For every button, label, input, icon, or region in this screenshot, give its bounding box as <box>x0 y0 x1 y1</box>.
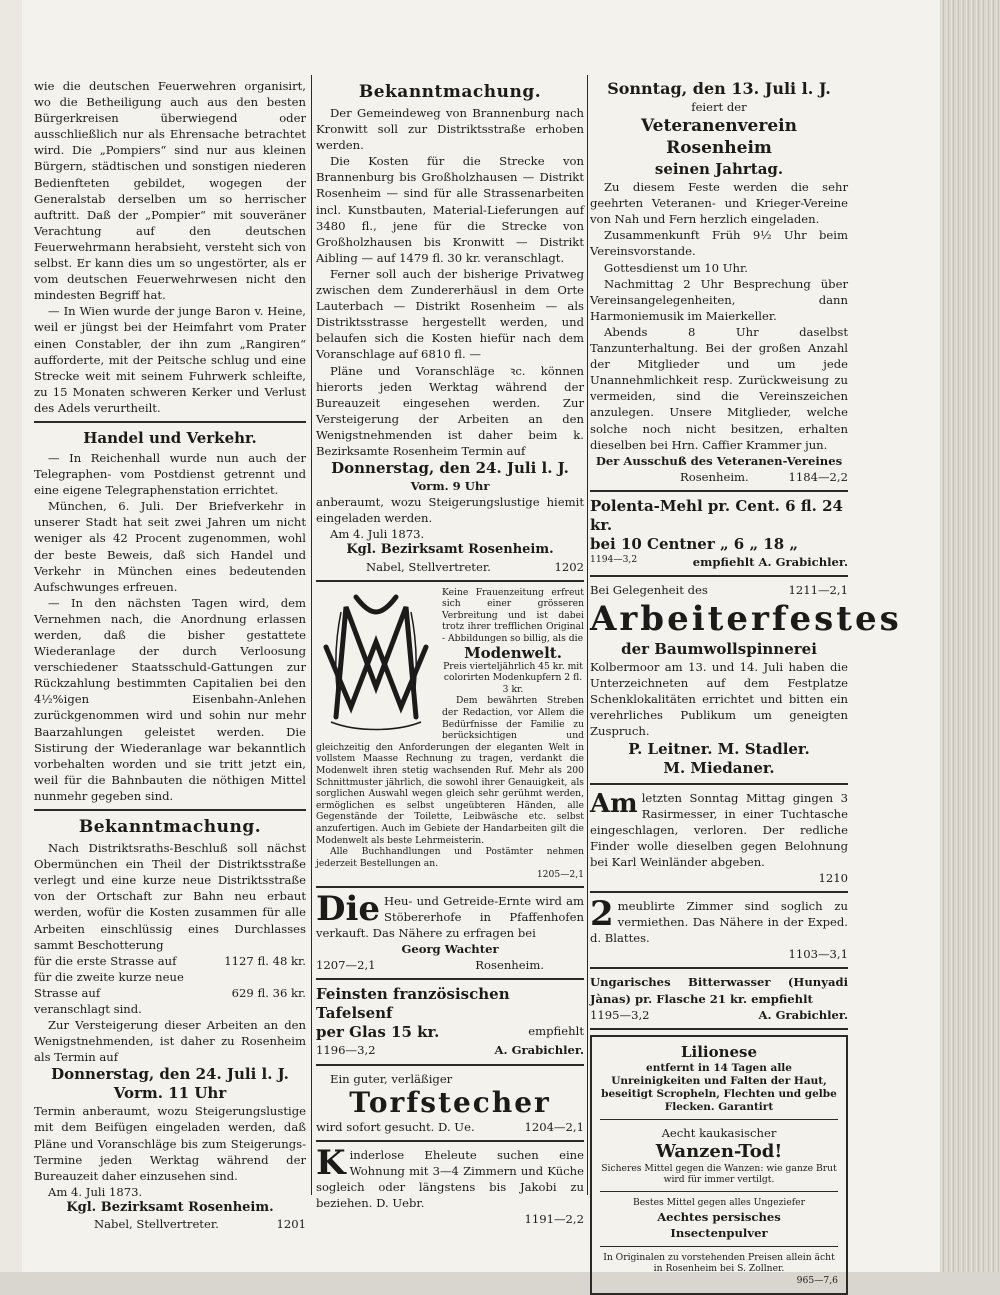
heu-place: Rosenheim. <box>475 958 544 973</box>
insect-title-1: Aechtes persisches <box>657 1209 781 1224</box>
wien-paragraph: — In Wien wurde der junge Baron v. Heine, weil er jüngst bei der Heimfahrt vom Prater einen Constabler, der ihn zum „Rangiren“ aufforderte, mit der Peitsche schlug und eine Strecke weit mit seinem Fuhrwerk schleifte, zu 15 Monaten schweren Kerker und Verlust des Adels verurtheilt. <box>34 304 306 415</box>
bitterwasser-merchant: A. Grabichler. <box>758 1007 848 1022</box>
ad-number: 1207—2,1 <box>316 958 376 973</box>
divider <box>316 886 584 888</box>
arbeiterfest-names-2: M. Miedaner. <box>663 758 775 777</box>
heu-name: Georg Wachter <box>401 942 499 957</box>
office-line: Kgl. Bezirksamt Rosenheim. <box>66 1199 274 1215</box>
polenta-footer <box>590 554 848 570</box>
signature: Nabel, Stellvertreter. <box>366 559 491 574</box>
wanzen-title: Wanzen-Tod! <box>655 1140 783 1162</box>
bekanntmachung-text: Nach Distriktsraths-Beschluß soll nächst Obermünchen ein Theil der Distriktsstraße verlegt und eine kurze neue Distriktsstraße von der Ortschaft zur Bahn neu erbaut werden, wofür die Kosten zusammen für alle Arbeiten einschlüssig eines Durchlasses sammt Beschotterung <box>34 841 306 952</box>
arbeiterfest-ad <box>590 582 902 778</box>
ad-number: 1211—2,1 <box>788 582 848 597</box>
modenwelt-price: Preis vierteljährlich 45 kr. mit colorirten Modenkupfern 2 fl. 3 kr. <box>443 660 583 695</box>
senf-price-row <box>316 1023 584 1042</box>
ausschuss-place: Rosenheim. <box>680 469 749 484</box>
cost-end: veranschlagt sind. <box>34 1001 142 1016</box>
wanzen-intro: Aecht kaukasischer <box>661 1125 777 1140</box>
office-line: Kgl. Bezirksamt Rosenheim. <box>346 542 554 558</box>
divider <box>316 1140 584 1142</box>
senf-title: Feinsten französischen Tafelsenf <box>316 985 510 1023</box>
column-rule-1 <box>311 75 312 1195</box>
divider <box>590 490 848 492</box>
abends-text: Abends 8 Uhr daselbst Tanzunterhaltung. Bei der großen Anzahl der Mitglieder und um jede Unannehmlichkeit resp. Zurückweisung zu vermeiden, sind die Vereinszeichen anzulegen. Unsere Mitglieder, welche solche noch nicht besitzen, erhalten dieselben bei Hrn. Caffier Krammer jun. <box>590 324 848 452</box>
cost-label: für die zweite kurze neue Strasse auf <box>34 969 184 1000</box>
modenwelt-intro: Keine Frauenzeitung erfreut sich einer grösseren Verbreitung und ist dabei trotz ihrer trefflichen Original - Abbildungen so billig, als die <box>442 586 584 644</box>
polenta-ad <box>590 497 848 570</box>
wohnung-text: inderlose Eheleute suchen eine Wohnung mit 3—4 Zimmern und Küche sogleich oder längstens bis Jakobi zu beziehen. D. Uebr. <box>316 1147 584 1210</box>
bitterwasser-ad <box>590 974 848 1022</box>
divider <box>590 783 848 785</box>
torf-title: Torfstecher <box>349 1085 551 1119</box>
cost-row-1 <box>34 953 306 969</box>
column-1 <box>34 78 306 1232</box>
bekanntmachung-heading: Bekanntmachung. <box>78 817 262 838</box>
divider <box>34 809 306 811</box>
ad-number: 1204—2,1 <box>524 1119 584 1134</box>
modenwelt-ad <box>316 587 584 881</box>
divider <box>590 1028 848 1030</box>
gottesdienst-text: Gottesdienst um 10 Uhr. <box>604 260 748 275</box>
insect-title-2: Insectenpulver <box>670 1225 768 1240</box>
column-rule-2 <box>587 75 588 1195</box>
modenwelt-body: Dem bewährten Streben der Redaction, vor Allem die Bedürfnisse der Familie zu berücksichtigen und gleichzeitig den Anforderungen der eleganten Welt in vollstem Maasse Rechnung zu tragen, verdankt die Modenwelt ihren stetig wachsenden Ruf. Mehr als 200 Schnittmuster jährlich, die sowohl ihrer Genauigkeit, als sorglichen Auswahl wegen gleich sehr gerühmt werden, ermöglichen es selbst ungeübteren Händen, alle Gegenstände der Toilette, Leibwäsche etc. selbst anzufertigen. Auch im Gebiete der Handarbeiten gilt die Modenwelt als beste Lehrmeisterin. <box>316 695 584 846</box>
senf-ad <box>316 985 584 1058</box>
heu-drop-word: Die <box>316 888 381 929</box>
rasirmesser-ad <box>590 790 848 887</box>
arbeiterfest-names: P. Leitner. M. Stadler. <box>628 739 810 758</box>
heu-footer <box>316 957 584 973</box>
heu-text: Heu- und Getreide-Ernte wird am Stöbererhofe in Pfaffenhofen verkauft. Das Nähere zu erfragen bei <box>316 893 584 941</box>
divider <box>590 967 848 969</box>
polenta-price-2: bei 10 Centner „ 6 „ 18 „ <box>590 534 799 553</box>
rasirmesser-drop-word: Am <box>590 788 638 819</box>
ad-number: 1103—3,1 <box>788 947 848 962</box>
modenwelt-title: Modenwelt. <box>464 643 562 662</box>
ad-number: 1191—2,2 <box>524 1212 584 1227</box>
fest-text: Zu diesem Feste werden die sehr geehrten Veteranen- und Krieger-Vereine von Nah und Fern herzlich eingeladen. <box>590 180 848 227</box>
left-page-edge <box>0 0 24 1272</box>
lauterbach-text: Ferner soll auch der bisherige Privatweg zwischen dem Zundererhäusl in dem Orte Lauterbach — Distrikt Rosenheim — als Distriktsstrasse hergestellt werden, und belaufen sich die Kosten hiefür nach dem Voranschlage auf 6810 fl. — <box>316 266 584 362</box>
kosten-text: Die Kosten für die Strecke von Brannenburg bis Großholzhausen — Distrikt Rosenheim — sind für alle Strassenarbeiten incl. Kunstbauten, Material-Lieferungen auf 3480 fl., jene für die Strecke von Großholzhausen bis Kronwitt — Distrikt Aibling — auf 1479 fl. 30 kr. veranschlagt. <box>316 154 584 265</box>
senf-price: per Glas 15 kr. <box>316 1023 440 1042</box>
wohnung-drop-cap: K <box>316 1142 346 1183</box>
divider <box>590 891 848 893</box>
senf-empfiehlt: empfiehlt <box>528 1024 584 1039</box>
ausschuss-line: Der Ausschuß des Veteranen-Vereines <box>595 453 843 468</box>
torf-text: wird sofort gesucht. D. Ue. <box>316 1119 475 1134</box>
ad-number: 1196—3,2 <box>316 1043 376 1058</box>
signature-row <box>34 1216 306 1232</box>
modenwelt-monogram-icon <box>316 587 436 737</box>
zollner-box-ad <box>590 1035 848 1295</box>
senf-footer <box>316 1042 584 1058</box>
lilionese-title: Lilionese <box>680 1042 758 1061</box>
divider <box>590 575 848 577</box>
divider <box>600 1246 838 1247</box>
divider <box>316 978 584 980</box>
arbeiterfest-intro-row <box>590 582 848 598</box>
verein-name: Veteranenverein Rosenheim <box>641 116 797 159</box>
termin-text: anberaumt, wozu Steigerungslustige hiemit eingeladen werden. <box>316 495 584 526</box>
jahrtag-line: seinen Jahrtag. <box>654 160 784 179</box>
ad-number: 1194—3,2 <box>590 553 638 565</box>
wohnung-ad <box>316 1142 584 1227</box>
senf-merchant: A. Grabichler. <box>494 1043 584 1058</box>
zusammenkunft-text: Zusammenkunft Früh 9½ Uhr beim Vereinsvorstande. <box>590 228 848 259</box>
spinnerei-line: der Baumwollspinnerei <box>621 640 817 659</box>
divider <box>600 1119 838 1120</box>
brannenburg-text: Der Gemeindeweg von Brannenburg nach Kronwitt soll zur Distriktsstraße erhoben werden. <box>316 106 584 153</box>
signature: Nabel, Stellvertreter. <box>94 1217 219 1231</box>
handel-heading: Handel und Verkehr. <box>83 428 257 447</box>
termin-date: Donnerstag, den 24. Juli l. J. <box>51 1065 289 1084</box>
book-page-edges <box>940 0 1000 1272</box>
torf-footer <box>316 1119 584 1135</box>
insect-intro: Bestes Mittel gegen alles Ungeziefer <box>632 1197 806 1209</box>
polenta-price-1: Polenta-Mehl pr. Cent. 6 fl. 24 kr. <box>590 496 843 534</box>
divider <box>316 1064 584 1066</box>
arbeiterfest-title: Arbeiterfestes <box>590 599 902 640</box>
arbeiterfest-intro: Bei Gelegenheit des <box>590 582 708 597</box>
termin-time: Vorm. 9 Uhr <box>410 479 490 494</box>
signature-row <box>316 559 584 575</box>
zimmer-ad <box>590 894 848 962</box>
modenwelt-order: Alle Buchhandlungen und Postämter nehmen jederzeit Bestellungen an. <box>316 846 584 869</box>
ad-number: 1201 <box>276 1217 306 1231</box>
polenta-merchant: empfiehlt A. Grabichler. <box>692 554 848 569</box>
rasirmesser-text: letzten Sonntag Mittag gingen 3 Rasirmesser, in einer Tuchtasche eingeschlagen, verloren. Der redliche Finder wolle dieselben gegen Belohnung bei Karl Weinländer abgeben. <box>590 790 848 869</box>
bitterwasser-footer <box>590 1007 848 1023</box>
bekanntmachung-heading: Bekanntmachung. <box>358 82 542 102</box>
zimmer-drop-number: 2 <box>590 894 614 935</box>
cost-label: für die erste Strasse auf <box>34 953 177 968</box>
divider <box>34 421 306 423</box>
date-line: Am 4. Juli 1873. <box>330 527 425 542</box>
zimmer-text: meublirte Zimmer sind soglich zu vermiethen. Das Nähere in der Exped. d. Blattes. <box>590 899 848 946</box>
torf-intro: Ein guter, verläßiger <box>330 1071 453 1086</box>
ad-number: 1210 <box>818 871 848 885</box>
arbeiterfest-text: Kolbermoor am 13. und 14. Juli haben die Unterzeichneten auf dem Festplatze Schenklokalitäten errichtet und bitten ein verehrliches Publikum um geneigten Zuspruch. <box>590 660 848 739</box>
versteigerung-text: Zur Versteigerung dieser Arbeiten an den Wenigstnehmenden, ist daher zu Rosenheim als Termin auf <box>34 1018 306 1065</box>
plaene-text: Pläne und Voranschläge ꝛc. können hierorts jeden Werktag während der Bureauzeit eingesehen werden. Zur Versteigerung der Arbeiten an den Wenigstnehmenden ist daher beim k. Bezirksamte Rosenheim Termin auf <box>316 363 584 458</box>
cost-row-2 <box>34 969 306 1001</box>
ausschuss-footer <box>590 469 848 485</box>
termin-date: Donnerstag, den 24. Juli l. J. <box>331 459 569 478</box>
divider <box>600 1191 838 1192</box>
termin-text: Termin anberaumt, wozu Steigerungslustige mit dem Beifügen eingeladen werden, daß Pläne und Voranschläge bis zum Steigerungs-Termine jeden Werktag während der Bureauzeit daher einzusehen sind. <box>34 1104 306 1183</box>
cost-value: 629 fl. 36 kr. <box>231 985 306 1000</box>
ad-number: 1195—3,2 <box>590 1007 650 1022</box>
date-line: Am 4. Juli 1873. <box>48 1184 143 1199</box>
divider <box>316 580 584 582</box>
feuerwehr-paragraph: wie die deutschen Feuerwehren organisirt, wo die Betheiligung auch aus den besten Bürgerkreisen überwiegend oder ausschließlich nur als Ehrensache betrachtet wird. Die „Pompiers“ sind nur aus kleinen Bürgern, städtischen und sonstigen niederen Bedienfteten gebildet, wogegen der Generalstab derselben um so herrischer auftritt. Daß der „Pompier“ mit souveräner Verachtung auf den deutschen Feuerwehrmann herabsieht, versteht sich von selbst. Er kann dies um so ungestörter, als er vom deutschen Feuerwehrwesen nicht den mindesten Begriff hat. <box>34 79 306 303</box>
wanzen-text: Sicheres Mittel gegen die Wanzen: wie ganze Brut wird für immer vertilgt. <box>601 1162 837 1186</box>
ad-number: 1184—2,2 <box>788 469 848 484</box>
bitterwasser-text: Ungarisches Bitterwasser (Hunyadi Jànas) pr. Flasche 21 kr. empfiehlt <box>590 975 848 1006</box>
cost-value: 1127 fl. 48 kr. <box>224 953 306 968</box>
ad-number: 1205—2,1 <box>536 869 584 881</box>
lilionese-text: entfernt in 14 Tagen alle Unreinigkeiten und Falten der Haut, beseitigt Scropheln, Flechten und gelbe Flecken. Garantirt <box>601 1061 837 1113</box>
reichenhall-paragraph: — In Reichenhall wurde nun auch der Telegraphen- vom Postdienst getrennt und eine eigene Telegraphenstation errichtet. <box>34 450 306 498</box>
ad-number: 965—7,6 <box>796 1275 838 1286</box>
column-3 <box>590 78 902 1295</box>
termin-time: Vorm. 11 Uhr <box>113 1084 227 1103</box>
torf-ad <box>316 1071 584 1135</box>
muenchen-paragraph: München, 6. Juli. Der Briefverkehr in unserer Stadt hat seit zwei Jahren um nicht weniger als 42 Procent zugenommen, wohl der beste Beweis, daß sich Handel und Verkehr in München eines bedeutenden Aufschwunges erfreuen. <box>34 499 306 594</box>
insect-text: In Originalen zu vorstehenden Preisen allein ächt in Rosenheim bei S. Zollner. <box>603 1251 835 1275</box>
feiert-line: feiert der <box>691 100 747 114</box>
anlehen-paragraph: — In den nächsten Tagen wird, dem Vernehmen nach, die Anordnung erlassen werden, daß die bisher gestattete Wiederanlage der durch Verloosung verschiedener Staatsschuld-Gattungen zur Rückzahlung bestimmten Capitalien bei den 4½%igen Eisenbahn-Anlehen zurückgenommen wird und sohin nur mehr Baarzahlungen geleistet werden. Die Sistirung der Wiederanlage war bekanntlich vorbehalten worden und sie tritt jetzt ein, weil für die Bahnbauten die nöthigen Mittel nunmehr gegeben sind. <box>34 595 306 803</box>
sonntag-heading: Sonntag, den 13. Juli l. J. <box>607 79 831 98</box>
nachmittag-text: Nachmittag 2 Uhr Besprechung über Vereinsangelegenheiten, dann Harmoniemusik im Maierkeller. <box>590 276 848 323</box>
column-2 <box>316 78 584 1227</box>
heu-ad <box>316 888 584 973</box>
ad-number: 1202 <box>554 559 584 574</box>
